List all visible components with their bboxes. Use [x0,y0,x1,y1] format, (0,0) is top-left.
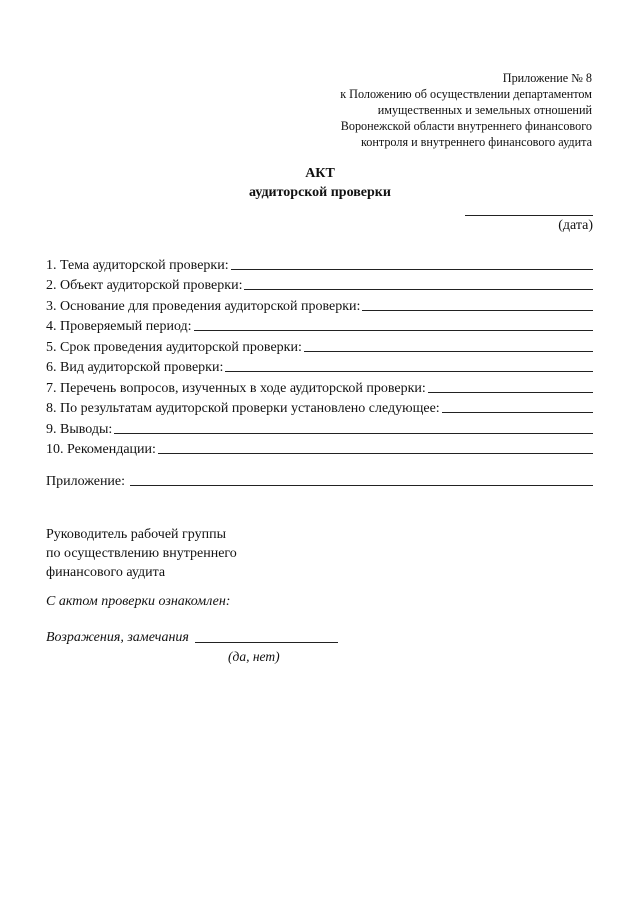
act-item [46,315,593,336]
acquainted-label: С актом проверки ознакомлен: [46,594,231,609]
fill-line [195,641,338,643]
act-item-label: 4. Проверяемый период: [46,319,192,334]
fill-line [158,453,593,454]
signer-line: по осуществлению внутреннего [46,546,237,561]
fill-line [225,371,593,372]
yes-no-hint: (да, нет) [228,649,280,664]
signer-line: Руководитель рабочей группы [46,527,226,542]
act-item-label: 3. Основание для проведения аудиторской проверки: [46,298,361,314]
act-item [46,294,593,315]
document-title [0,164,640,202]
act-item [46,335,593,356]
act-item-label: 1. Тема аудиторской проверки: [46,257,229,273]
fill-line [130,485,593,486]
act-item-label: 8. По результатам аудиторской проверки установлено следующее: [46,401,440,416]
fill-line [231,269,593,270]
title-act: АКТ [305,166,335,181]
fill-line [362,310,593,311]
objections-label: Возражения, замечания [46,630,189,645]
act-item [46,438,593,459]
appendix-line: контроля и внутреннего финансового аудита [360,135,592,149]
date-field [465,210,593,234]
fill-line [244,289,593,290]
act-item [46,356,593,377]
act-items-list [46,253,593,458]
objections-field [46,630,338,646]
fill-line [442,412,593,413]
appendix-line: имущественных и земельных отношений [377,103,592,117]
attachment-label: Приложение: [46,474,126,489]
act-item-label: 2. Объект аудиторской проверки: [46,278,243,293]
act-item [46,397,593,418]
appendix-line: к Положению об осуществлении департаментом [340,87,592,101]
act-item-label: 10. Рекомендации: [46,442,156,457]
act-item [46,376,593,397]
signer-line: финансового аудита [46,565,166,580]
date-label: (дата) [558,218,593,233]
act-item-label: 6. Вид аудиторской проверки: [46,360,224,375]
appendix-line: Воронежской области внутреннего финансового [340,119,592,133]
appendix-header [272,70,592,150]
date-blank-line [465,210,593,216]
act-item-label: 5. Срок проведения аудиторской проверки: [46,339,302,355]
appendix-line: Приложение № 8 [502,71,592,85]
fill-line [428,392,593,393]
title-subtitle: аудиторской проверки [249,185,391,200]
act-item [46,274,593,295]
fill-line [194,330,593,331]
attachment-field [46,470,593,490]
act-item [46,417,593,438]
signer-block [46,525,237,582]
act-item [46,253,593,274]
act-item-label: 9. Выводы: [46,421,113,437]
fill-line [114,433,593,434]
act-item-label: 7. Перечень вопросов, изученных в ходе аудиторской проверки: [46,380,426,396]
fill-line [304,351,593,352]
